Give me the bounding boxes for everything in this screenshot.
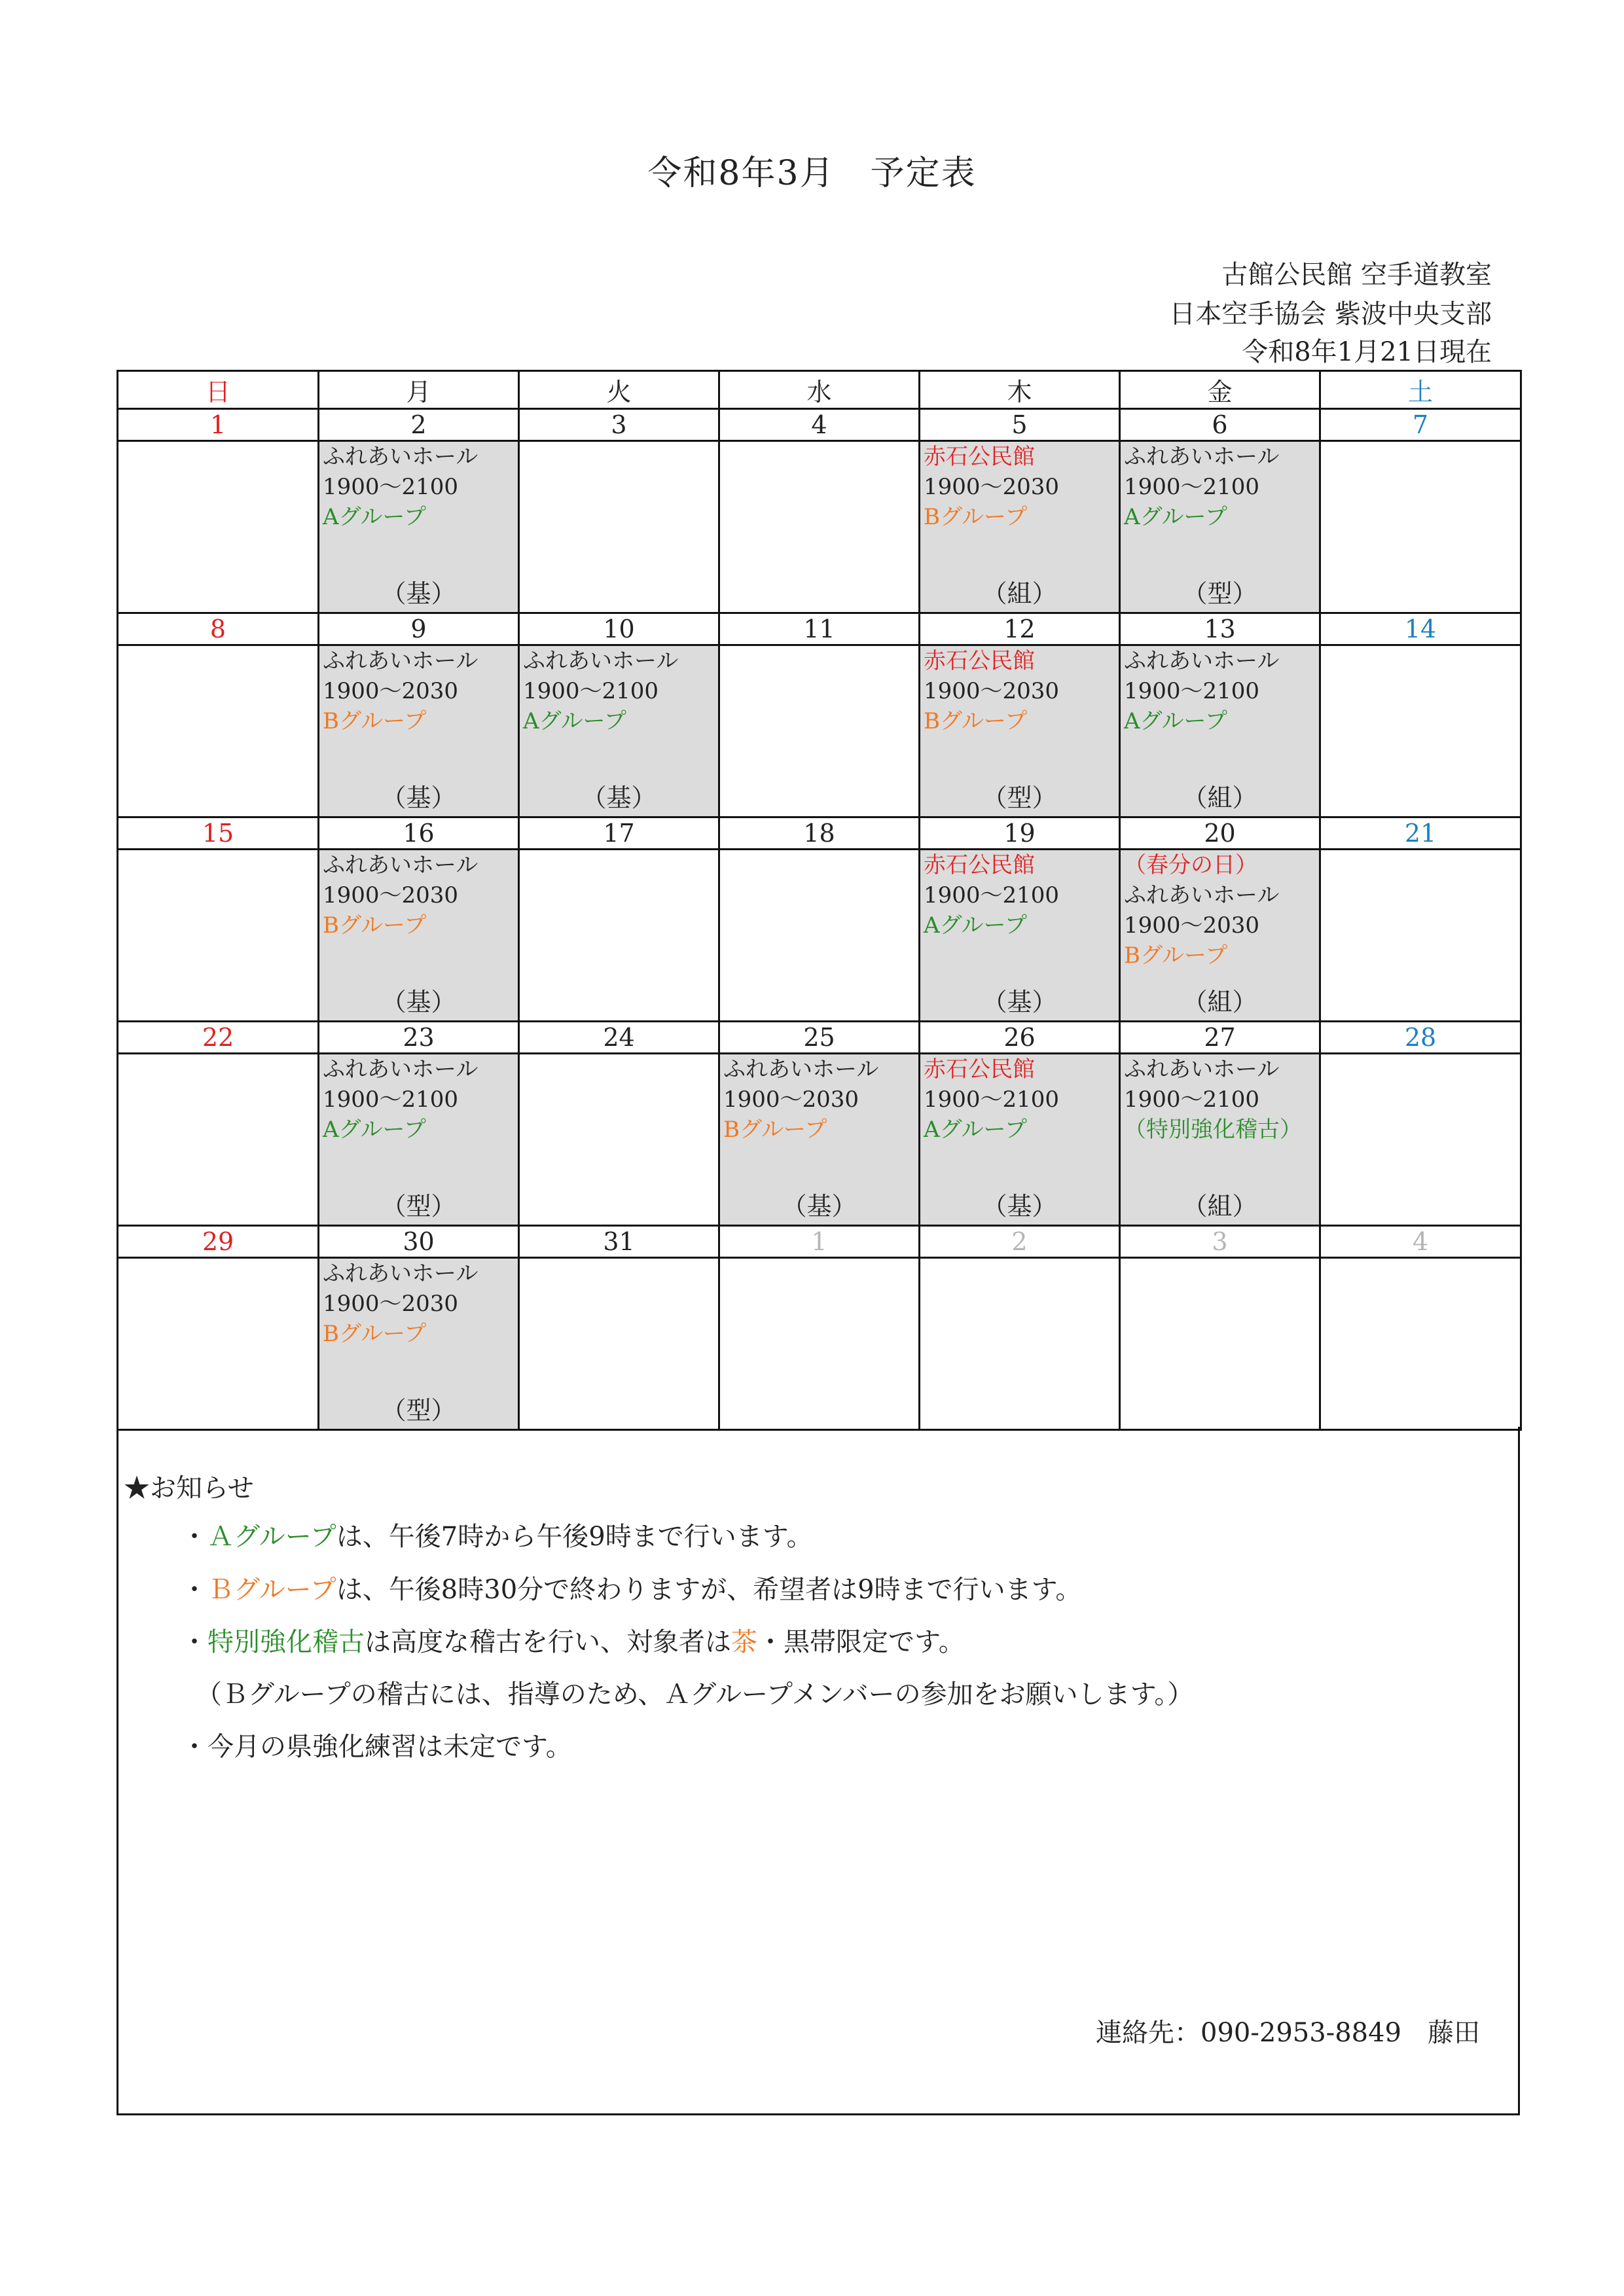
org-name: 古館公民館 空手道教室 (1221, 260, 1492, 290)
event-line: 1900～2100 (1124, 678, 1260, 704)
event-cell (519, 1054, 719, 1226)
date-row (118, 613, 1521, 645)
event-cell (319, 850, 519, 1022)
date-cell: 30 (319, 1226, 519, 1258)
event-cell (519, 1258, 719, 1430)
notice-item-prefecture: ・今月の県強化練習は未定です。 (181, 1732, 572, 1762)
contact-info: 連絡先：090-2953-8849 藤田 (1096, 2018, 1480, 2048)
notice-item-a-group: ・Ａグループは、午後7時から午後9時まで行います。 (181, 1522, 813, 1552)
event-line: 赤石公民館 (924, 444, 1035, 470)
practice-type-tag: （基） (982, 1192, 1057, 1221)
event-cell (920, 1258, 1120, 1430)
event-line: 1900～2100 (924, 882, 1060, 908)
date-cell: 4 (719, 409, 920, 441)
event-line: ふれあいホール (323, 1261, 478, 1287)
date-cell: 15 (118, 817, 319, 850)
date-cell: 21 (1320, 817, 1521, 850)
date-cell: 3 (519, 409, 719, 441)
event-cell (920, 645, 1120, 817)
event-line: ふれあいホール (1124, 648, 1280, 674)
event-cell (118, 850, 319, 1022)
date-cell: 29 (118, 1226, 319, 1258)
date-cell: 14 (1320, 613, 1521, 645)
notice-item-special: ・特別強化稽古は高度な稽古を行い、対象者は茶・黒帯限定です。 (181, 1627, 965, 1657)
event-line: Aグループ (323, 504, 426, 530)
date-cell: 4 (1320, 1226, 1521, 1258)
event-line: Aグループ (924, 1117, 1027, 1143)
date-cell: 9 (319, 613, 519, 645)
event-line: Aグループ (323, 1117, 426, 1143)
event-cell (519, 645, 719, 817)
event-cell (319, 645, 519, 817)
weekday-header: 火 (519, 371, 719, 409)
event-line: ふれあいホール (723, 1056, 879, 1083)
event-cell (920, 1054, 1120, 1226)
event-cell (1120, 441, 1320, 613)
as-of-date: 令和8年1月21日現在 (1242, 337, 1492, 367)
date-cell: 3 (1120, 1226, 1320, 1258)
weekday-header: 日 (118, 371, 319, 409)
event-cell (1320, 645, 1521, 817)
event-line: ふれあいホール (1124, 882, 1280, 908)
event-line: Bグループ (1124, 942, 1228, 969)
weekday-header: 金 (1120, 371, 1320, 409)
event-row (118, 1258, 1521, 1430)
event-line: ふれあいホール (523, 648, 679, 674)
date-row (118, 1022, 1521, 1054)
event-line: 1900～2030 (323, 1291, 459, 1317)
date-cell: 6 (1120, 409, 1320, 441)
event-line: Aグループ (1124, 504, 1227, 530)
event-line: 赤石公民館 (924, 852, 1035, 878)
date-cell: 13 (1120, 613, 1320, 645)
practice-type-tag: （型） (381, 1396, 456, 1425)
date-cell: 31 (519, 1226, 719, 1258)
org-branch: 日本空手協会 紫波中央支部 (1169, 299, 1492, 329)
event-line: ふれあいホール (1124, 1056, 1280, 1083)
date-cell: 7 (1320, 409, 1521, 441)
weekday-header: 月 (319, 371, 519, 409)
weekday-header: 木 (920, 371, 1120, 409)
event-cell (118, 1054, 319, 1226)
event-cell (519, 441, 719, 613)
date-cell: 20 (1120, 817, 1320, 850)
event-cell (1120, 850, 1320, 1022)
date-cell: 10 (519, 613, 719, 645)
event-cell (1320, 1258, 1521, 1430)
date-cell: 11 (719, 613, 920, 645)
date-cell: 5 (920, 409, 1120, 441)
date-cell: 8 (118, 613, 319, 645)
event-line: （春分の日） (1124, 852, 1257, 878)
event-cell (719, 1258, 920, 1430)
event-cell (920, 441, 1120, 613)
event-line: 赤石公民館 (924, 648, 1035, 674)
event-line: 1900～2030 (723, 1086, 859, 1113)
event-line: ふれあいホール (323, 444, 478, 470)
event-cell (920, 850, 1120, 1022)
date-row (118, 1226, 1521, 1258)
weekday-header-row (118, 371, 1521, 409)
event-row (118, 645, 1521, 817)
practice-type-tag: （型） (982, 783, 1057, 812)
date-cell: 2 (920, 1226, 1120, 1258)
event-cell (719, 441, 920, 613)
event-line: 1900～2100 (323, 474, 459, 500)
date-cell: 24 (519, 1022, 719, 1054)
event-line: 1900～2030 (323, 678, 459, 704)
event-line: 1900～2030 (1124, 912, 1260, 939)
date-cell: 16 (319, 817, 519, 850)
event-line: ふれあいホール (323, 1056, 478, 1083)
event-line: 1900～2030 (924, 474, 1060, 500)
event-cell (319, 1054, 519, 1226)
event-line: Aグループ (924, 912, 1027, 939)
event-cell (1320, 441, 1521, 613)
notice-item-b-group: ・Ｂグループは、午後8時30分で終わりますが、希望者は9時まで行います。 (181, 1575, 1082, 1605)
event-line: 1900～2030 (924, 678, 1060, 704)
date-cell: 1 (118, 409, 319, 441)
date-cell: 23 (319, 1022, 519, 1054)
event-line: 1900～2100 (1124, 474, 1260, 500)
practice-type-tag: （基） (782, 1192, 857, 1221)
date-cell: 22 (118, 1022, 319, 1054)
date-cell: 2 (319, 409, 519, 441)
event-cell (719, 1054, 920, 1226)
practice-type-tag: （基） (381, 579, 456, 608)
event-cell (1120, 645, 1320, 817)
event-line: ふれあいホール (323, 852, 478, 878)
weekday-header: 水 (719, 371, 920, 409)
event-cell (1120, 1258, 1320, 1430)
notice-section (117, 1427, 1520, 2115)
event-line: 1900～2100 (924, 1086, 1060, 1113)
event-line: 1900～2100 (523, 678, 659, 704)
event-cell (319, 441, 519, 613)
practice-type-tag: （基） (381, 988, 456, 1016)
event-line: Bグループ (323, 708, 427, 734)
weekday-header: 土 (1320, 371, 1521, 409)
event-line: ふれあいホール (323, 648, 478, 674)
event-line: Bグループ (723, 1117, 827, 1143)
event-cell (1320, 1054, 1521, 1226)
event-line: （特別強化稽古） (1124, 1117, 1302, 1143)
practice-type-tag: （型） (381, 1192, 456, 1221)
practice-type-tag: （組） (1182, 988, 1257, 1016)
event-cell (319, 1258, 519, 1430)
event-line: Bグループ (323, 1321, 427, 1347)
event-line: Bグループ (924, 504, 1028, 530)
notice-title: ★お知らせ (124, 1473, 254, 1503)
practice-type-tag: （組） (1182, 783, 1257, 812)
practice-type-tag: （組） (1182, 1192, 1257, 1221)
practice-type-tag: （基） (581, 783, 657, 812)
date-cell: 27 (1120, 1022, 1320, 1054)
event-row (118, 441, 1521, 613)
page-title: 令和8年3月 予定表 (647, 154, 977, 193)
event-line: 1900～2100 (1124, 1086, 1260, 1113)
event-line: 1900～2100 (323, 1086, 459, 1113)
event-line: 1900～2030 (323, 882, 459, 908)
event-line: 赤石公民館 (924, 1056, 1035, 1083)
date-cell: 19 (920, 817, 1120, 850)
event-line: Bグループ (924, 708, 1028, 734)
event-line: Aグループ (1124, 708, 1227, 734)
date-cell: 26 (920, 1022, 1120, 1054)
date-cell: 18 (719, 817, 920, 850)
event-line: Bグループ (323, 912, 427, 939)
event-cell (1120, 1054, 1320, 1226)
event-cell (719, 850, 920, 1022)
date-row (118, 817, 1521, 850)
event-line: ふれあいホール (1124, 444, 1280, 470)
practice-type-tag: （型） (1182, 579, 1257, 608)
date-cell: 1 (719, 1226, 920, 1258)
calendar-table (117, 370, 1522, 1431)
date-row (118, 409, 1521, 441)
event-cell (1320, 850, 1521, 1022)
notice-item-request: （Ｂグループの稽古には、指導のため、Ａグループメンバーの参加をお願いします。） (196, 1679, 1194, 1710)
practice-type-tag: （基） (381, 783, 456, 812)
date-cell: 28 (1320, 1022, 1521, 1054)
date-cell: 17 (519, 817, 719, 850)
event-cell (118, 645, 319, 817)
event-line: Aグループ (523, 708, 626, 734)
date-cell: 25 (719, 1022, 920, 1054)
practice-type-tag: （基） (982, 988, 1057, 1016)
date-cell: 12 (920, 613, 1120, 645)
event-row (118, 850, 1521, 1022)
event-cell (118, 441, 319, 613)
event-row (118, 1054, 1521, 1226)
event-cell (118, 1258, 319, 1430)
event-cell (519, 850, 719, 1022)
event-cell (719, 645, 920, 817)
practice-type-tag: （組） (982, 579, 1057, 608)
